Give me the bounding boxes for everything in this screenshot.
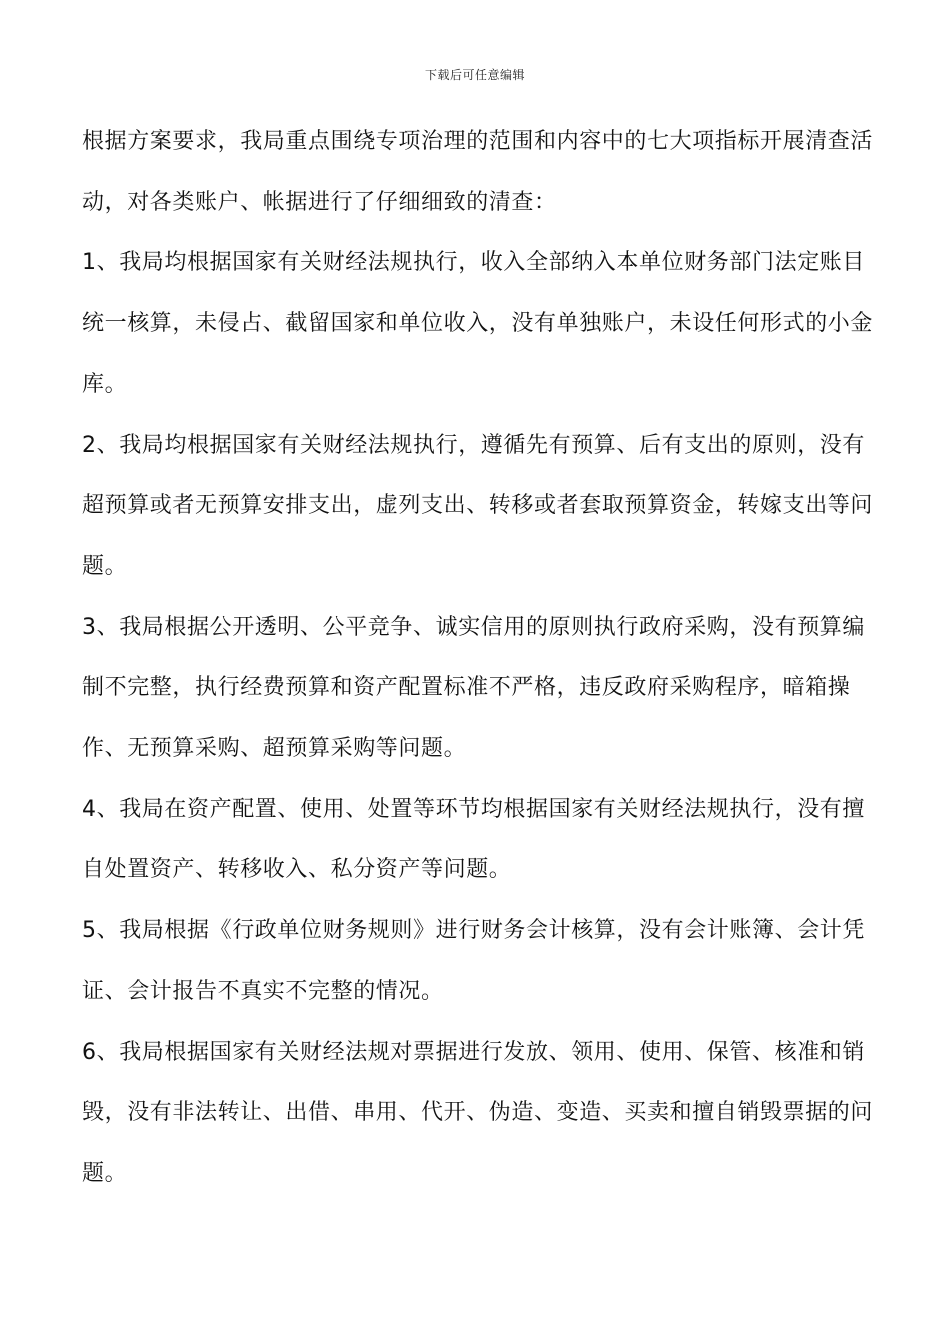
document-body — [82, 112, 882, 1205]
paragraph-item-4: 4、我局在资产配置、使用、处置等环节均根据国家有关财经法规执行，没有擅自处置资产、转移收入、私分资产等问题。 — [82, 796, 865, 883]
paragraph-item-6: 6、我局根据国家有关财经法规对票据进行发放、领用、使用、保管、核准和销毁，没有非法转让、出借、串用、代开、伪造、变造、买卖和擅自销毁票据的问题。 — [82, 1039, 874, 1186]
paragraph-item-3: 3、我局根据公开透明、公平竞争、诚实信用的原则执行政府采购，没有预算编制不完整，执行经费预算和资产配置标准不严格，违反政府采购程序，暗箱操作、无预算采购、超预算采购等问题。 — [82, 614, 865, 762]
paragraph-item-2: 2、我局均根据国家有关财经法规执行，遵循先有预算、后有支出的原则，没有超预算或者无预算安排支出，虚列支出、转移或者套取预算资金，转嫁支出等问题。 — [82, 432, 874, 579]
paragraph-intro: 根据方案要求，我局重点围绕专项治理的范围和内容中的七大项指标开展清查活动，对各类账户、帐据进行了仔细细致的清查： — [82, 129, 874, 215]
paragraph-item-1: 1、我局均根据国家有关财经法规执行，收入全部纳入本单位财务部门法定账目统一核算，未侵占、截留国家和单位收入，没有单独账户，未设任何形式的小金库。 — [82, 250, 874, 397]
page-header-note: 下载后可任意编辑 — [424, 68, 525, 82]
paragraph-item-5: 5、我局根据《行政单位财务规则》进行财务会计核算，没有会计账簿、会计凭证、会计报告不真实不完整的情况。 — [82, 918, 865, 1004]
